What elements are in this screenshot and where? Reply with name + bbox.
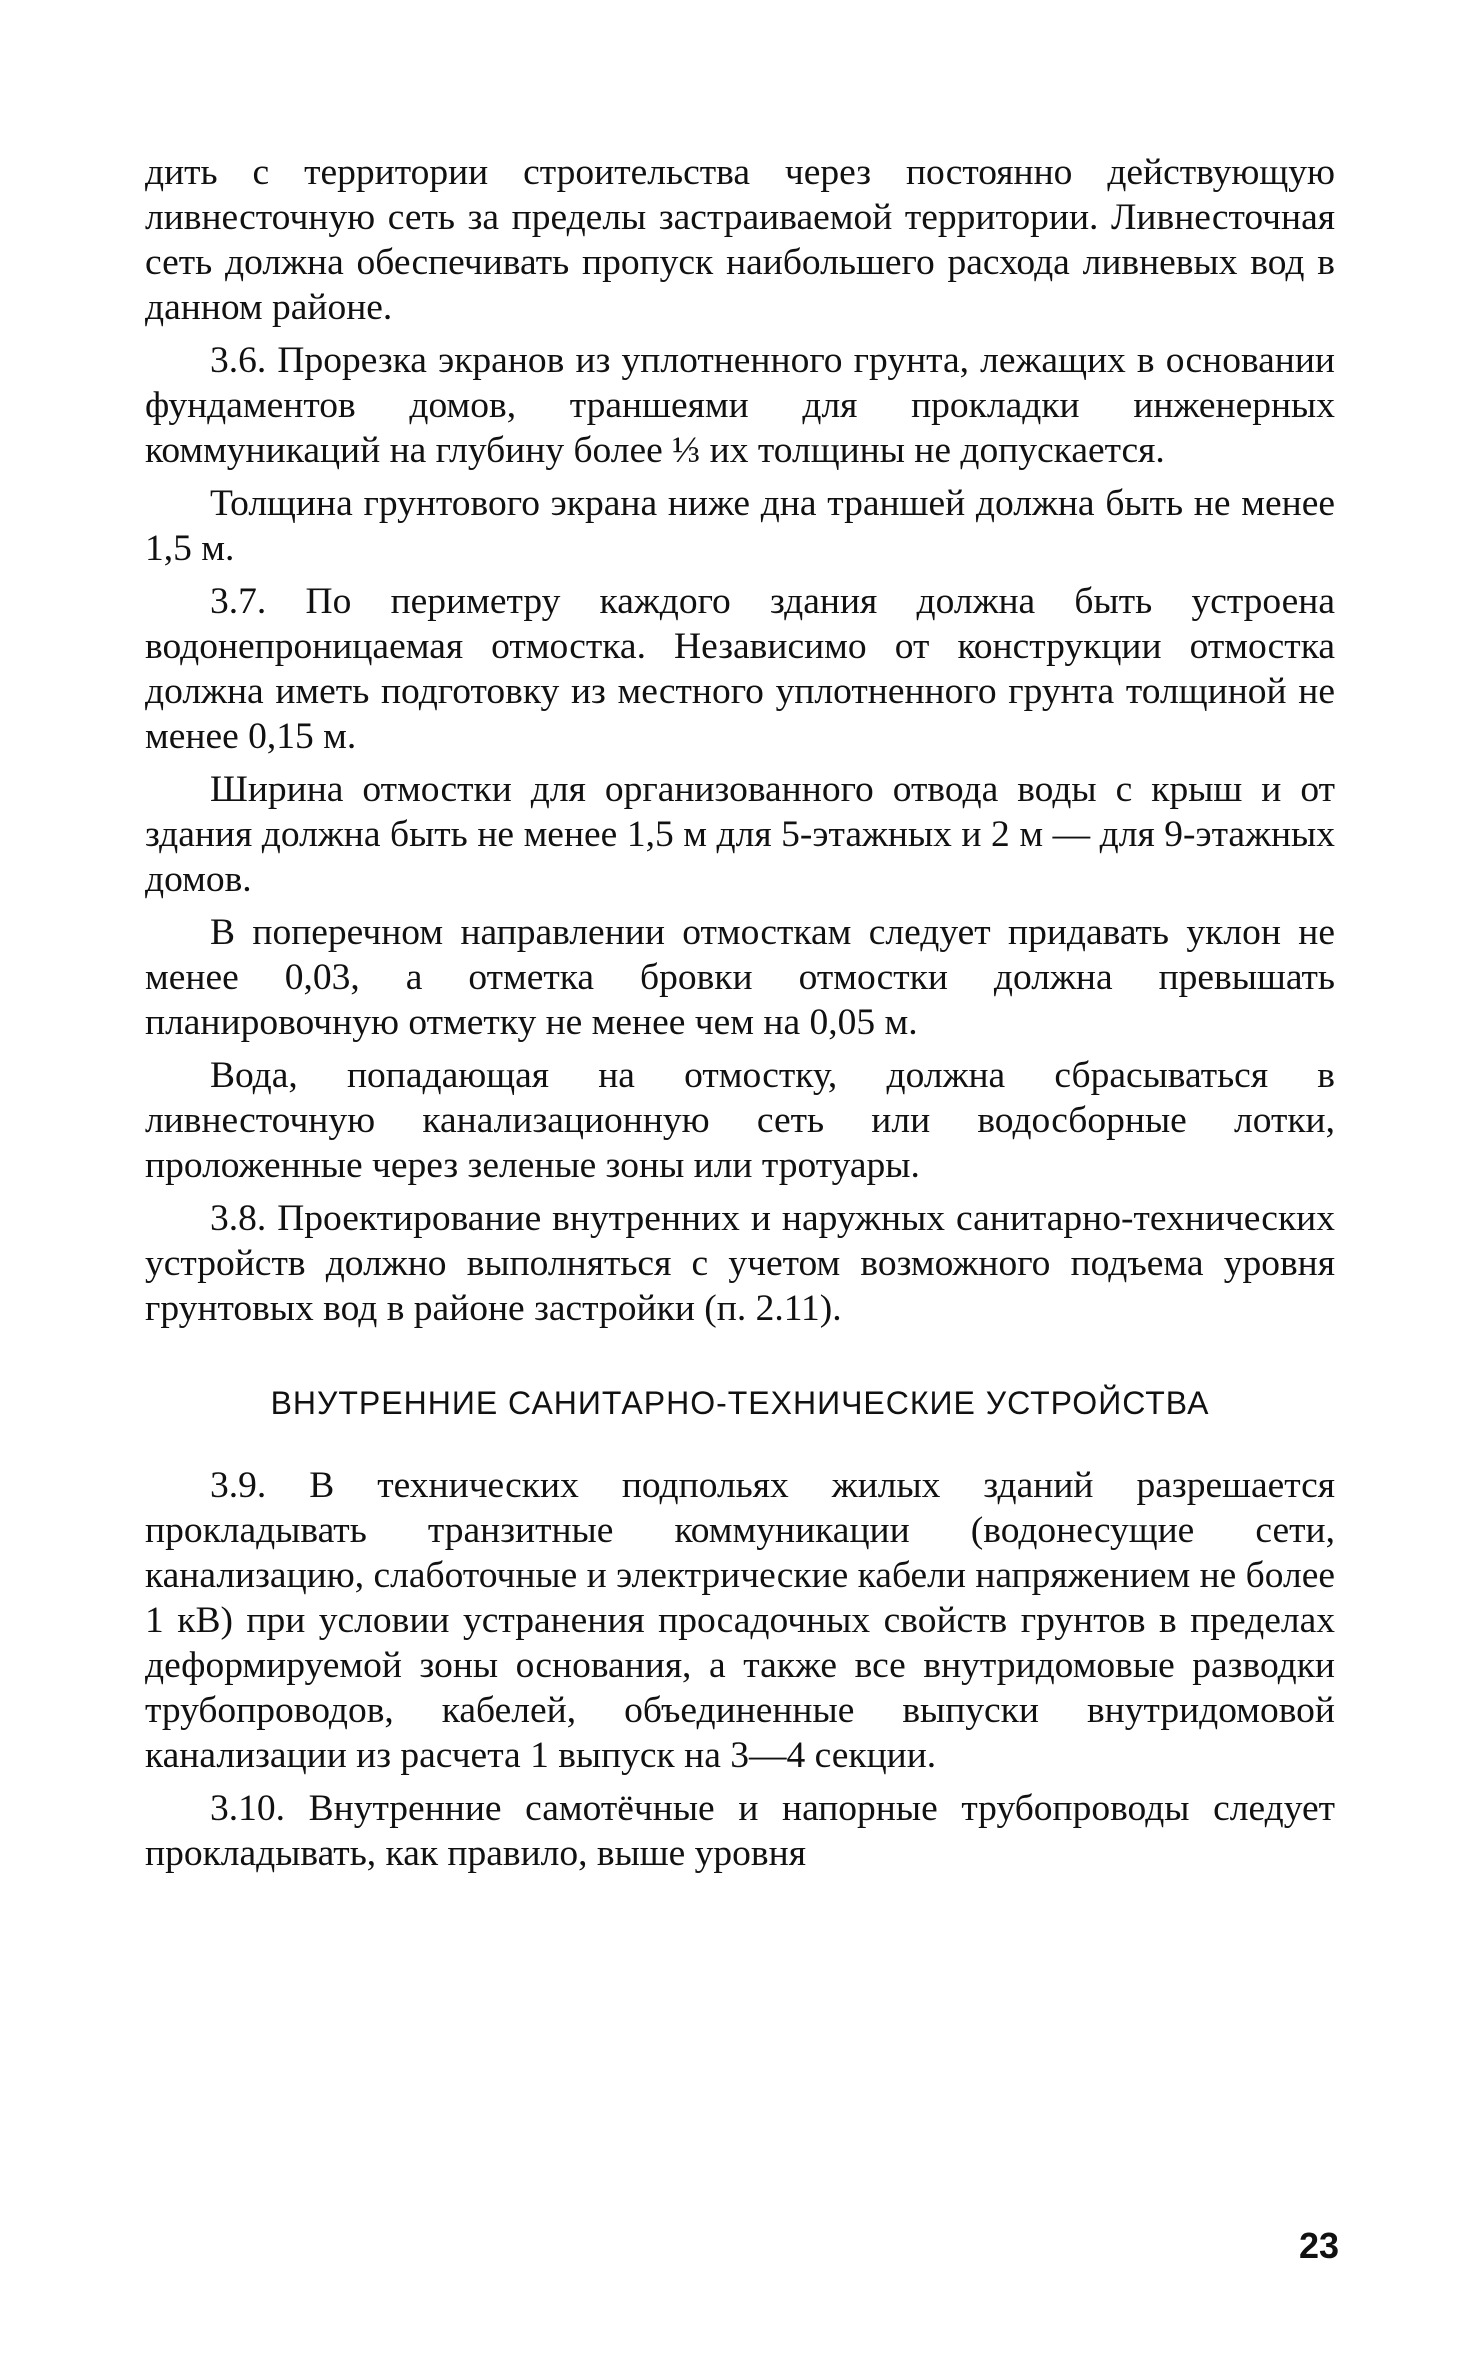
paragraph-3-6: 3.6. Прорезка экранов из уплотненного грунта, лежащих в основании фундаментов домов, траншеями для прокладки инженерных коммуникаций на глубину более ⅓ их толщины не допускается. [145,340,1335,471]
paragraph-apron-slope: В поперечном направлении отмосткам следует придавать уклон не менее 0,03, а отметка бровки отмостки должна превышать планировочную отметку не менее чем на 0,05 м. [145,912,1335,1043]
page-body [145,150,1335,1876]
page-number: 23 [1298,2225,1339,2266]
paragraph-screen-thickness: Толщина грунтового экрана ниже дна траншей должна быть не менее 1,5 м. [145,483,1335,569]
paragraph-3-8: 3.8. Проектирование внутренних и наружных санитарно-технических устройств должно выполняться с учетом возможного подъема уровня грунтовых вод в районе застройки (п. 2.11). [145,1198,1335,1329]
paragraph-3-7: 3.7. По периметру каждого здания должна быть устроена водонепроницаемая отмостка. Независимо от конструкции отмостка должна иметь подготовку из местного уплотненного грунта толщиной не менее 0,15 м. [145,581,1335,757]
paragraph-apron-width: Ширина отмостки для организованного отвода воды с крыш и от здания должна быть не менее 1,5 м для 5-этажных и 2 м — для 9-этажных домов. [145,769,1335,900]
paragraph-3-10: 3.10. Внутренние самотёчные и напорные трубопроводы следует прокладывать, как правило, выше уровня [145,1788,1335,1874]
paragraph-3-9: 3.9. В технических подпольях жилых зданий разрешается прокладывать транзитные коммуникации (водонесущие сети, канализацию, слаботочные и электрические кабели напряжением не более 1 кВ) при условии устранения просадочных свойств грунтов в пределах деформируемой зоны основания, а также все внутридомовые разводки трубопроводов, кабелей, объединенные выпуски внутридомовой канализации из расчета 1 выпуск на 3—4 секции. [145,1465,1335,1776]
paragraph-water-discharge: Вода, попадающая на отмостку, должна сбрасываться в ливнесточную канализационную сеть или водосборные лотки, проложенные через зеленые зоны или тротуары. [145,1055,1335,1186]
section-heading: ВНУТРЕННИЕ САНИТАРНО-ТЕХНИЧЕСКИЕ УСТРОЙСТВА [270,1385,1210,1421]
paragraph-continuation: дить с территории строительства через постоянно действующую ливнесточную сеть за пределы застраиваемой территории. Ливнесточная сеть должна обеспечивать пропуск наибольшего расхода ливневых вод в данном районе. [145,152,1335,328]
